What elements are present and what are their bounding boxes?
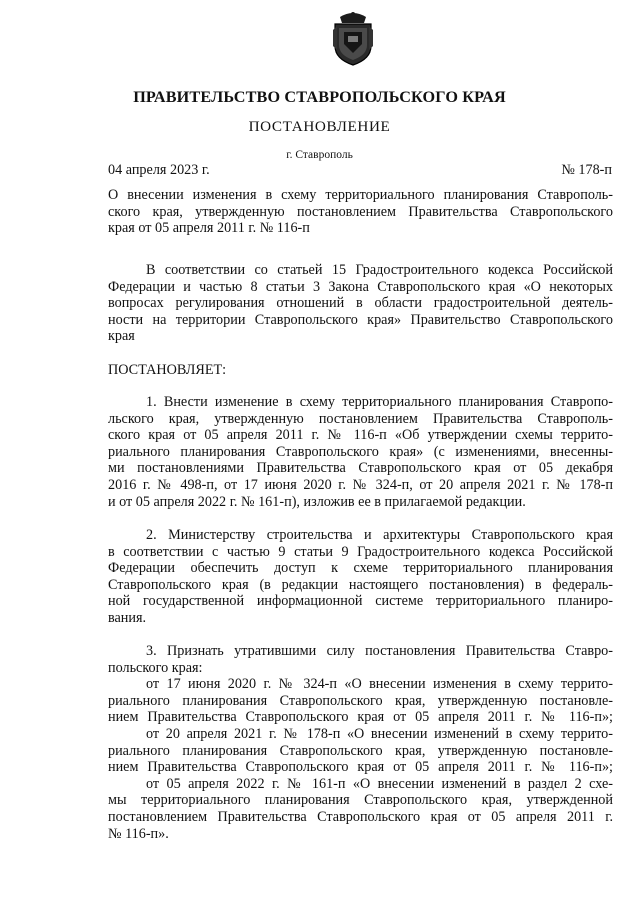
document-number: № 178-п — [561, 162, 612, 178]
text-line: в соответствии с частью 9 статьи 9 Градостроительного кодекса Российской — [108, 543, 613, 560]
text-line: польского края: — [108, 659, 203, 676]
text-line: Федерации и частью 8 статьи 3 Закона Ставропольского края «О некоторых — [108, 278, 613, 295]
text-line: риального планирования Ставропольского края, утвержденную постановле- — [108, 692, 613, 709]
text-line: ми постановлениями Правительства Ставропольского края от 05 декабря — [108, 460, 613, 477]
text-line: нием Правительства Ставропольского края от 05 апреля 2011 г. № 116-п»; — [108, 709, 613, 726]
text-line: 1. Внести изменение в схему территориального планирования Ставропо- — [146, 394, 613, 410]
text-line: ной государственной информационной системе территориального планиро- — [108, 593, 613, 610]
text-line: вания. — [108, 609, 147, 626]
text-line: 3. Признать утратившими силу постановления Правительства Ставро- — [146, 643, 613, 659]
text-line: края от 05 апреля 2011 г. № 116-п — [108, 220, 310, 237]
document-city: г. Ставрополь — [286, 149, 353, 161]
text-line: риального планирования Ставропольского края, утвержденную постановле- — [108, 742, 613, 759]
resolves-text: ПОСТАНОВЛЯЕТ: — [108, 362, 227, 378]
text-line: льского края, утвержденную постановлением Правительства Ставрополь- — [108, 410, 613, 427]
subject-paragraph — [108, 187, 613, 237]
text-line: О внесении изменения в схему территориального планирования Ставрополь- — [108, 187, 613, 203]
text-line: нием Правительства Ставропольского края от 05 апреля 2011 г. № 116-п»; — [108, 759, 613, 776]
item-2-paragraph — [108, 527, 613, 627]
text-line: ского края, утвержденную постановлением Правительства Ставропольского — [108, 203, 613, 220]
text-line: 2. Министерству строительства и архитектуры Ставропольского края — [146, 527, 613, 543]
text-line: В соответствии со статьей 15 Градостроительного кодекса Российской — [146, 262, 613, 278]
text-line: ности на территории Ставропольского края» Правительство Ставропольского — [108, 311, 613, 328]
item-1-paragraph — [108, 394, 613, 510]
preamble-paragraph — [108, 262, 613, 345]
text-line: Ставропольского края (в редакции настоящего постановления) в федераль- — [108, 576, 613, 593]
government-title: ПРАВИТЕЛЬСТВО СТАВРОПОЛЬСКОГО КРАЯ — [133, 88, 506, 106]
text-line: постановлением Правительства Ставропольского края от 05 апреля 2011 г. — [108, 808, 613, 825]
text-line: края — [108, 328, 135, 345]
text-line: риального планирования Ставропольского края» (с изменениями, внесенны- — [108, 443, 613, 460]
text-line: 2016 г. № 498-п, от 17 июня 2020 г. № 324-п, от 20 апреля 2021 г. № 178-п — [108, 476, 613, 493]
text-line: мы территориального планирования Ставропольского края, утвержденной — [108, 792, 613, 809]
text-line: Федерации обеспечить доступ к схеме территориального планирования — [108, 560, 613, 577]
document-date: 04 апреля 2023 г. — [108, 162, 210, 178]
text-line: вопросах регулирования отношений в области градостроительной деятель- — [108, 295, 613, 312]
text-line: от 20 апреля 2021 г. № 178-п «О внесении изменений в схему террито- — [146, 725, 613, 742]
text-line: от 17 июня 2020 г. № 324-п «О внесении изменения в схему террито- — [146, 676, 613, 693]
document-type: ПОСТАНОВЛЕНИЕ — [248, 118, 391, 135]
text-line: и от 05 апреля 2022 г. № 161-п), изложив ее в прилагаемой редакции. — [108, 493, 526, 510]
item-3-paragraph — [108, 643, 613, 842]
text-line: от 05 апреля 2022 г. № 161-п «О внесении изменений в раздел 2 схе- — [146, 775, 613, 792]
stavropol-coat-of-arms-icon — [331, 10, 375, 68]
resolves-heading — [108, 362, 613, 379]
text-line: ского края от 05 апреля 2011 г. № 116-п «Об утверждении схемы террито- — [108, 427, 613, 444]
text-line: № 116-п». — [108, 825, 169, 842]
